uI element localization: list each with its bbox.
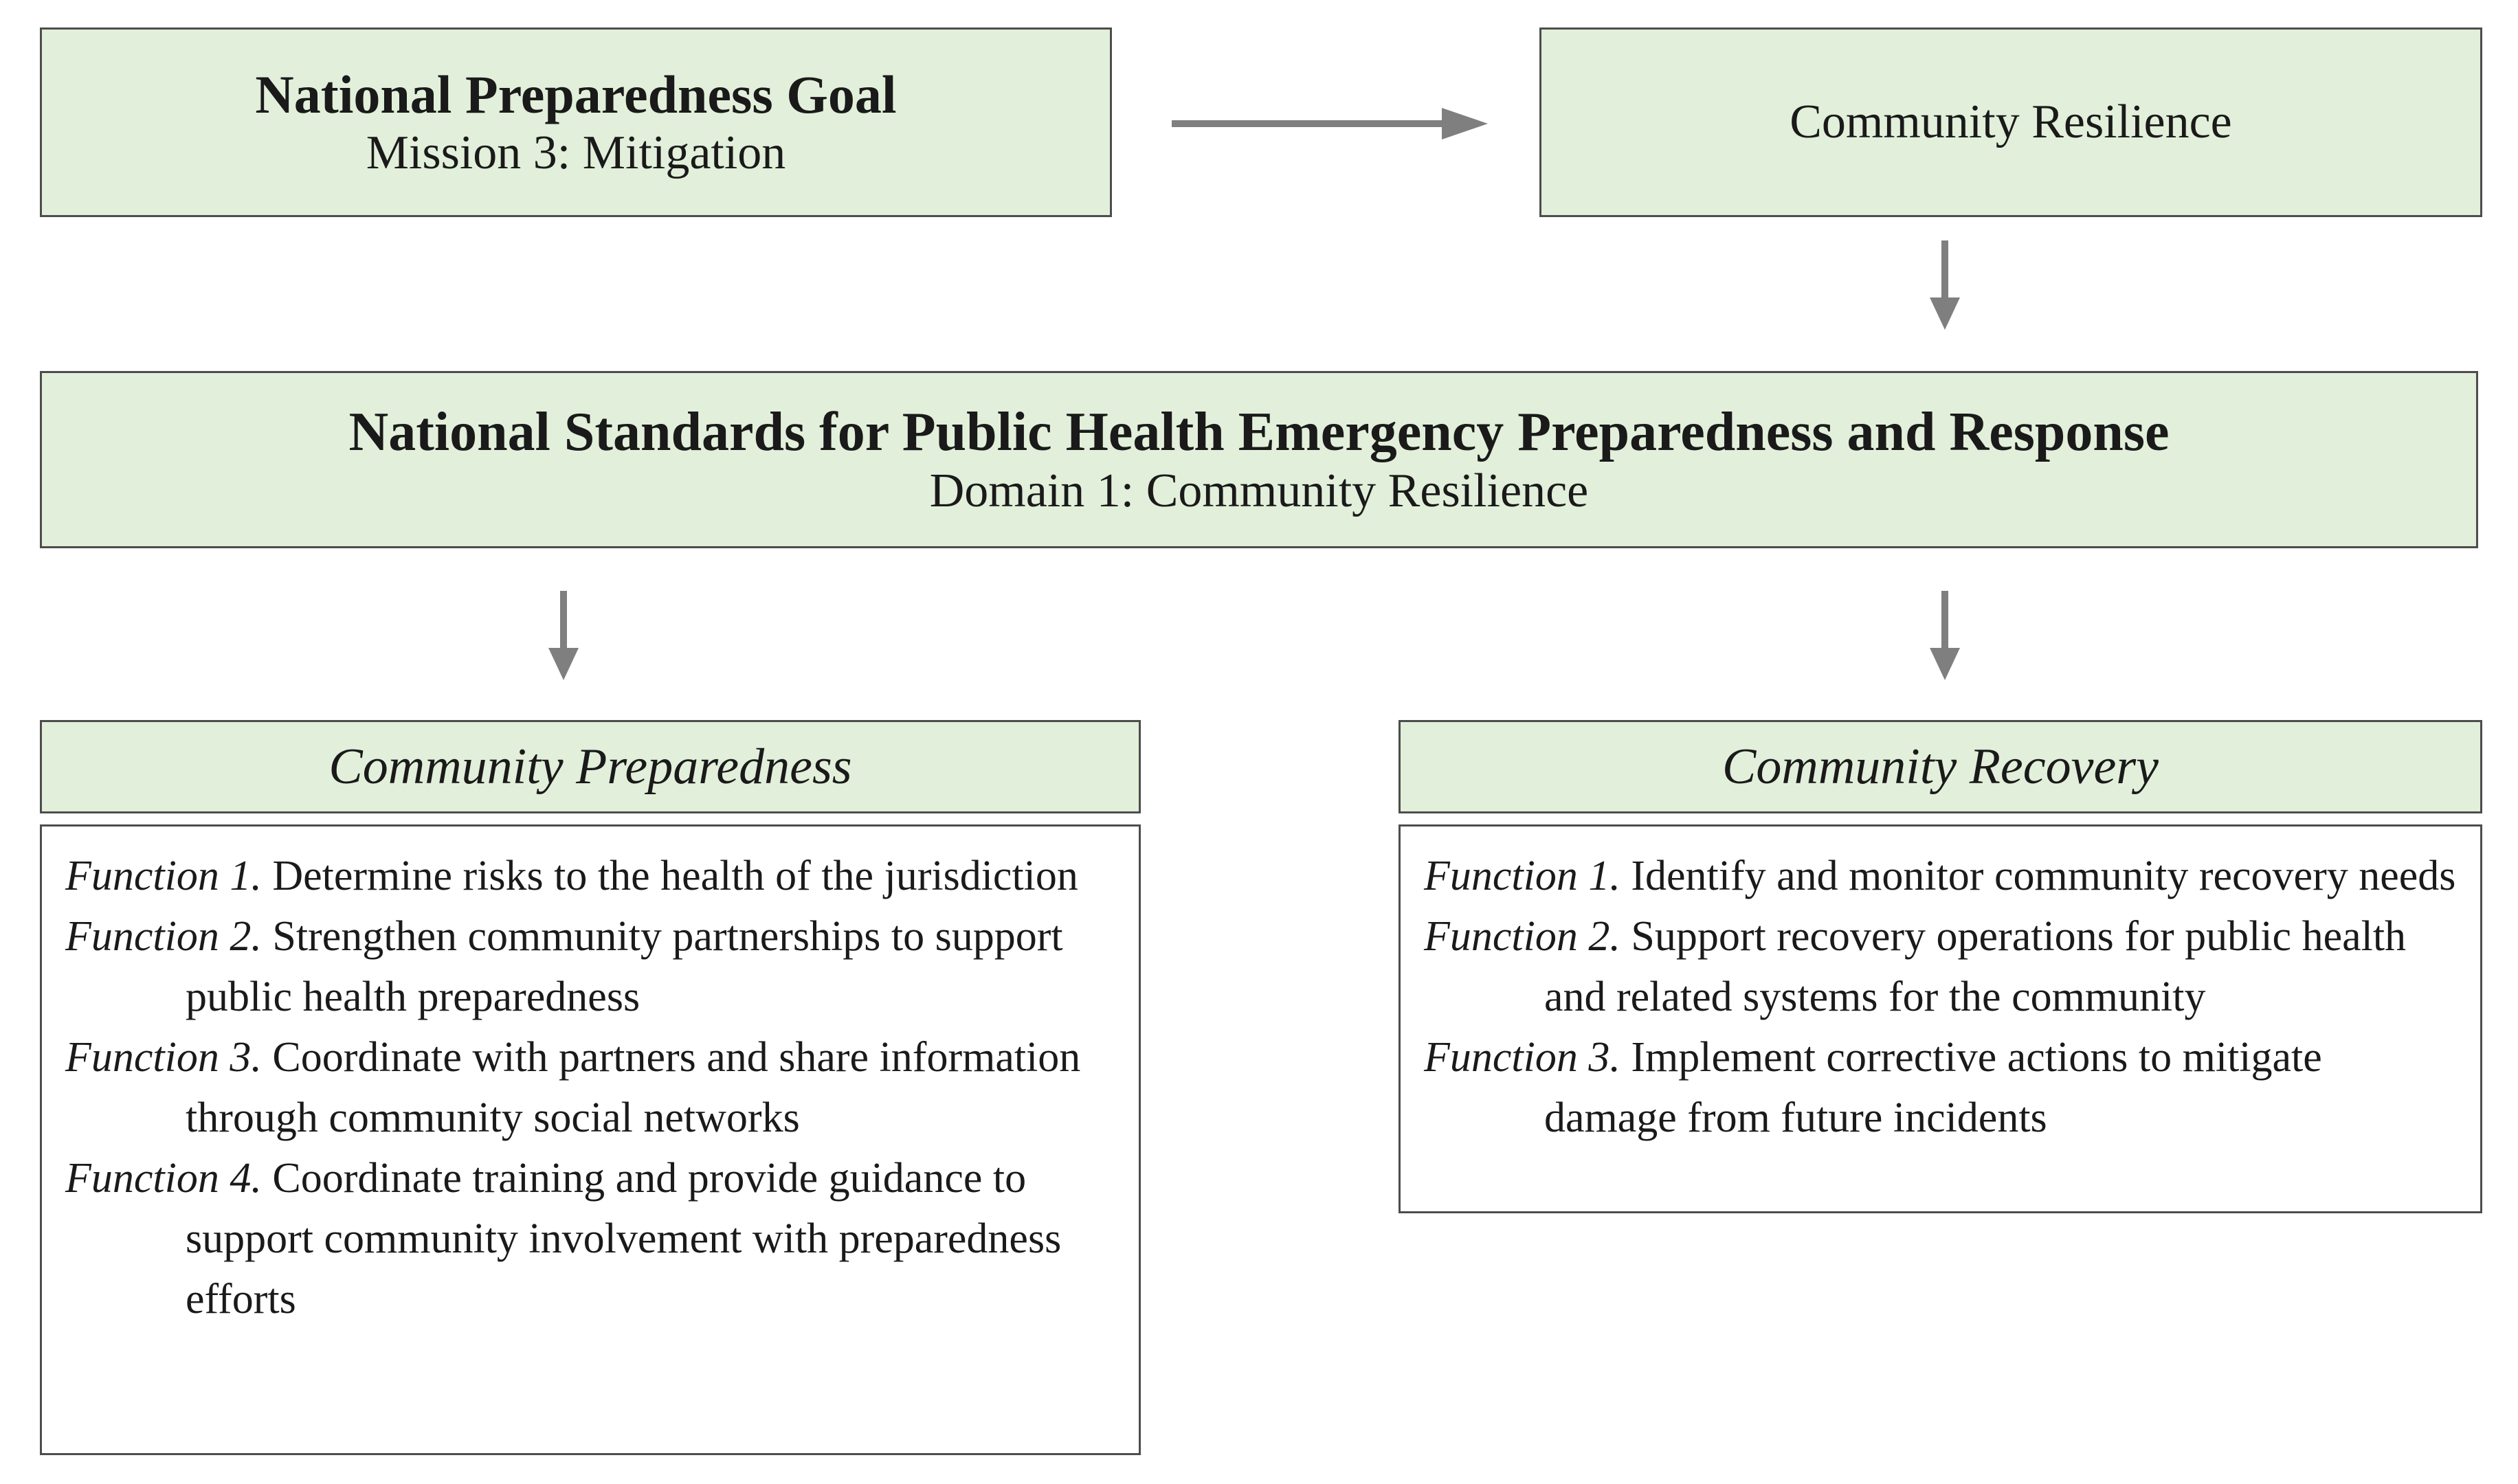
- community-recovery-header: [1399, 720, 2482, 813]
- function-text: Identify and monitor community recovery needs: [1631, 853, 2456, 899]
- function-label: Function 4.: [65, 1155, 262, 1202]
- preparedness-function-2: [65, 906, 1115, 1027]
- arrow-down-resilience-to-standards-icon: [1921, 237, 1969, 337]
- preparedness-function-4: [65, 1148, 1115, 1329]
- function-label: Function 3.: [65, 1034, 262, 1081]
- community-recovery-label: Community Recovery: [1722, 738, 2159, 795]
- recovery-function-3: [1424, 1027, 2457, 1148]
- recovery-function-1: [1424, 846, 2457, 906]
- function-text: Coordinate with partners and share information through community social networks: [186, 1034, 1081, 1142]
- recovery-function-2: [1424, 906, 2457, 1027]
- national-standards-box: [40, 371, 2478, 548]
- preparedness-function-3: [65, 1027, 1115, 1148]
- preparedness-function-1: [65, 846, 1115, 906]
- function-label: Function 2.: [65, 913, 262, 960]
- community-recovery-functions-box: [1399, 824, 2482, 1213]
- community-preparedness-functions-box: [40, 824, 1141, 1455]
- national-preparedness-goal-box: [40, 27, 1112, 217]
- function-text: Determine risks to the health of the jurisdiction: [272, 853, 1078, 899]
- function-text: Support recovery operations for public health and related systems for the community: [1544, 913, 2407, 1021]
- community-resilience-label: Community Resilience: [1790, 95, 2232, 148]
- function-label: Function 1.: [65, 853, 262, 899]
- function-label: Function 3.: [1424, 1034, 1620, 1081]
- function-text: Strengthen community partnerships to support public health preparedness: [186, 913, 1063, 1021]
- arrow-down-standards-to-preparedness-icon: [539, 587, 588, 687]
- function-text: Coordinate training and provide guidance to support community involvement with preparedness efforts: [186, 1155, 1062, 1323]
- community-preparedness-label: Community Preparedness: [328, 738, 852, 795]
- community-preparedness-header: [40, 720, 1141, 813]
- community-resilience-box: [1539, 27, 2482, 217]
- function-text: Implement corrective actions to mitigate damage from future incidents: [1544, 1034, 2322, 1142]
- goal-subtitle: Mission 3: Mitigation: [366, 126, 786, 179]
- arrow-down-standards-to-recovery-icon: [1921, 587, 1969, 687]
- function-label: Function 2.: [1424, 913, 1620, 960]
- goal-title: National Preparedness Goal: [255, 64, 897, 124]
- standards-subtitle: Domain 1: Community Resilience: [929, 464, 1589, 517]
- arrow-right-goal-to-resilience-icon: [1168, 93, 1491, 158]
- standards-title: National Standards for Public Health Emergency Preparedness and Response: [348, 401, 2170, 462]
- function-label: Function 1.: [1424, 853, 1620, 899]
